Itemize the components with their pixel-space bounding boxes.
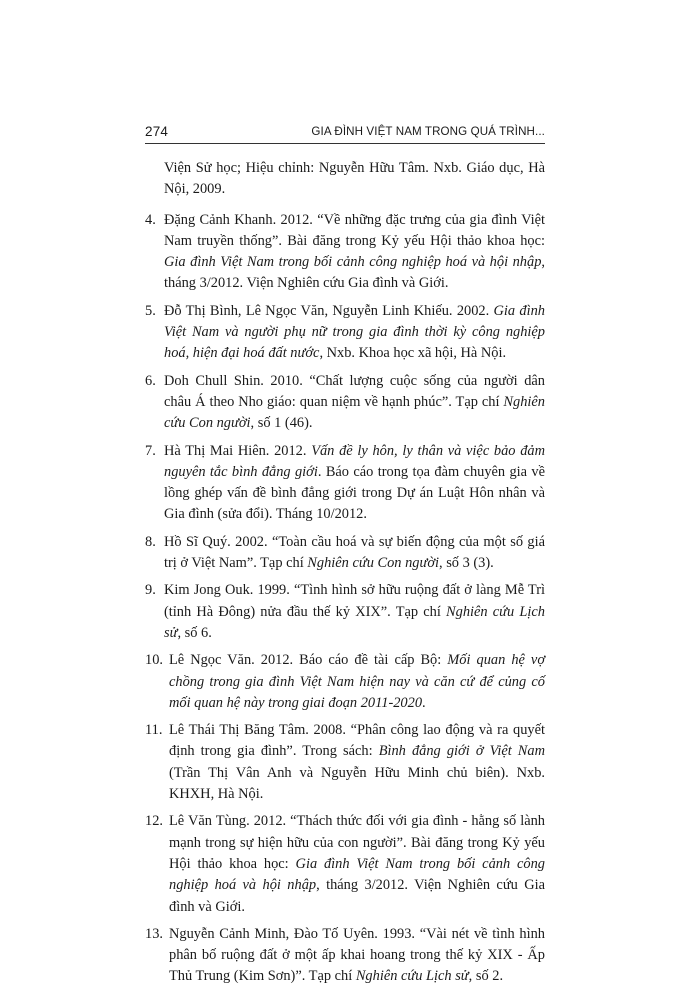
- reference-text: Viện Sử học; Hiệu chỉnh: Nguyễn Hữu Tâm. Nxb. Giáo dục, Hà Nội, 2009.: [164, 160, 545, 198]
- reference-item: [145, 441, 545, 526]
- reference-list: [145, 158, 545, 994]
- reference-number: 5.: [145, 302, 156, 319]
- reference-item: [145, 532, 545, 575]
- reference-number: 8.: [145, 533, 156, 550]
- reference-number: 6.: [145, 372, 156, 389]
- reference-text: Đặng Cảnh Khanh. 2012. “Về những đặc trưng của gia đình Việt Nam truyền thống”. Bài đăng trong Kỷ yếu Hội thảo khoa học: Gia đình Việt Nam trong bối cảnh công nghiệp hoá và hội nhập, tháng 3/2012. Viện Nghiên cứu Gia đình và Giới.: [164, 211, 545, 292]
- reference-item: [145, 650, 545, 714]
- reference-item: [145, 371, 545, 435]
- page-number: 274: [145, 124, 169, 139]
- reference-number: 11.: [145, 722, 163, 739]
- reference-number: 12.: [145, 813, 163, 830]
- page-header: [145, 124, 545, 144]
- reference-number: 10.: [145, 652, 163, 669]
- reference-item: [145, 811, 545, 917]
- reference-text: Kim Jong Ouk. 1999. “Tình hình sở hữu ruộng đất ở làng Mễ Trì (tỉnh Hà Đông) nửa đầu thế kỷ XIX”. Tạp chí Nghiên cứu Lịch sử, số 6.: [164, 582, 545, 641]
- reference-item: [145, 580, 545, 644]
- reference-number: 13.: [145, 925, 163, 942]
- reference-text: Lê Thái Thị Băng Tâm. 2008. “Phân công lao động và ra quyết định trong gia đình”. Trong sách: Bình đẳng giới ở Việt Nam (Trần Thị Vân Anh và Nguyễn Hữu Minh chủ biên). Nxb. KHXH, Hà Nội.: [169, 722, 545, 803]
- reference-text: Đỗ Thị Bình, Lê Ngọc Văn, Nguyễn Linh Khiếu. 2002. Gia đình Việt Nam và người phụ nữ trong gia đình thời kỳ công nghiệp hoá, hiện đại hoá đất nước, Nxb. Khoa học xã hội, Hà Nội.: [164, 302, 545, 362]
- reference-item: [145, 158, 545, 201]
- reference-text: Doh Chull Shin. 2010. “Chất lượng cuộc sống của người dân châu Á theo Nho giáo: quan niệm về hạnh phúc”. Tạp chí Nghiên cứu Con người, số 1 (46).: [164, 372, 545, 432]
- reference-number: 4.: [145, 211, 156, 228]
- running-title: GIA ĐÌNH VIỆT NAM TRONG QUÁ TRÌNH...: [311, 125, 545, 138]
- reference-text: Hà Thị Mai Hiên. 2012. Vấn đề ly hôn, ly thân và việc bảo đảm nguyên tắc bình đẳng giới. Báo cáo trong tọa đàm chuyên gia về lồng ghép vấn đề bình đẳng giới trong Dự án Luật Hôn nhân và Gia đình (sửa đổi). Tháng 10/2012.: [164, 442, 546, 523]
- header-rule: [145, 143, 545, 144]
- reference-text: Lê Ngọc Văn. 2012. Báo cáo đề tài cấp Bộ: Mối quan hệ vợ chồng trong gia đình Việt Nam hiện nay và căn cứ để củng cố mối quan hệ này trong giai đoạn 2011-2020.: [169, 652, 545, 711]
- reference-number: 9.: [145, 582, 156, 599]
- reference-item: [145, 210, 545, 295]
- reference-item: [145, 924, 545, 988]
- reference-number: 7.: [145, 442, 156, 459]
- reference-text: Hồ Sĩ Quý. 2002. “Toàn cầu hoá và sự biến động của một số giá trị ở Việt Nam”. Tạp chí Nghiên cứu Con người, số 3 (3).: [164, 533, 545, 572]
- reference-text: Nguyễn Cảnh Minh, Đào Tố Uyên. 1993. “Vài nét về tình hình phân bố ruộng đất ở một ấp khai hoang trong thế kỷ XIX - Ấp Thủ Trung (Kim Sơn)”. Tạp chí Nghiên cứu Lịch sử, số 2.: [169, 925, 545, 985]
- reference-text: Lê Văn Tùng. 2012. “Thách thức đối với gia đình - hằng số lành mạnh trong sự hiện hữu của con người”. Bài đăng trong Kỷ yếu Hội thảo khoa học: Gia đình Việt Nam trong bối cảnh công nghiệp hoá và hội nhập, tháng 3/2012. Viện Nghiên cứu Gia đình và Giới.: [169, 813, 545, 915]
- reference-item: [145, 720, 545, 805]
- reference-item: [145, 301, 545, 365]
